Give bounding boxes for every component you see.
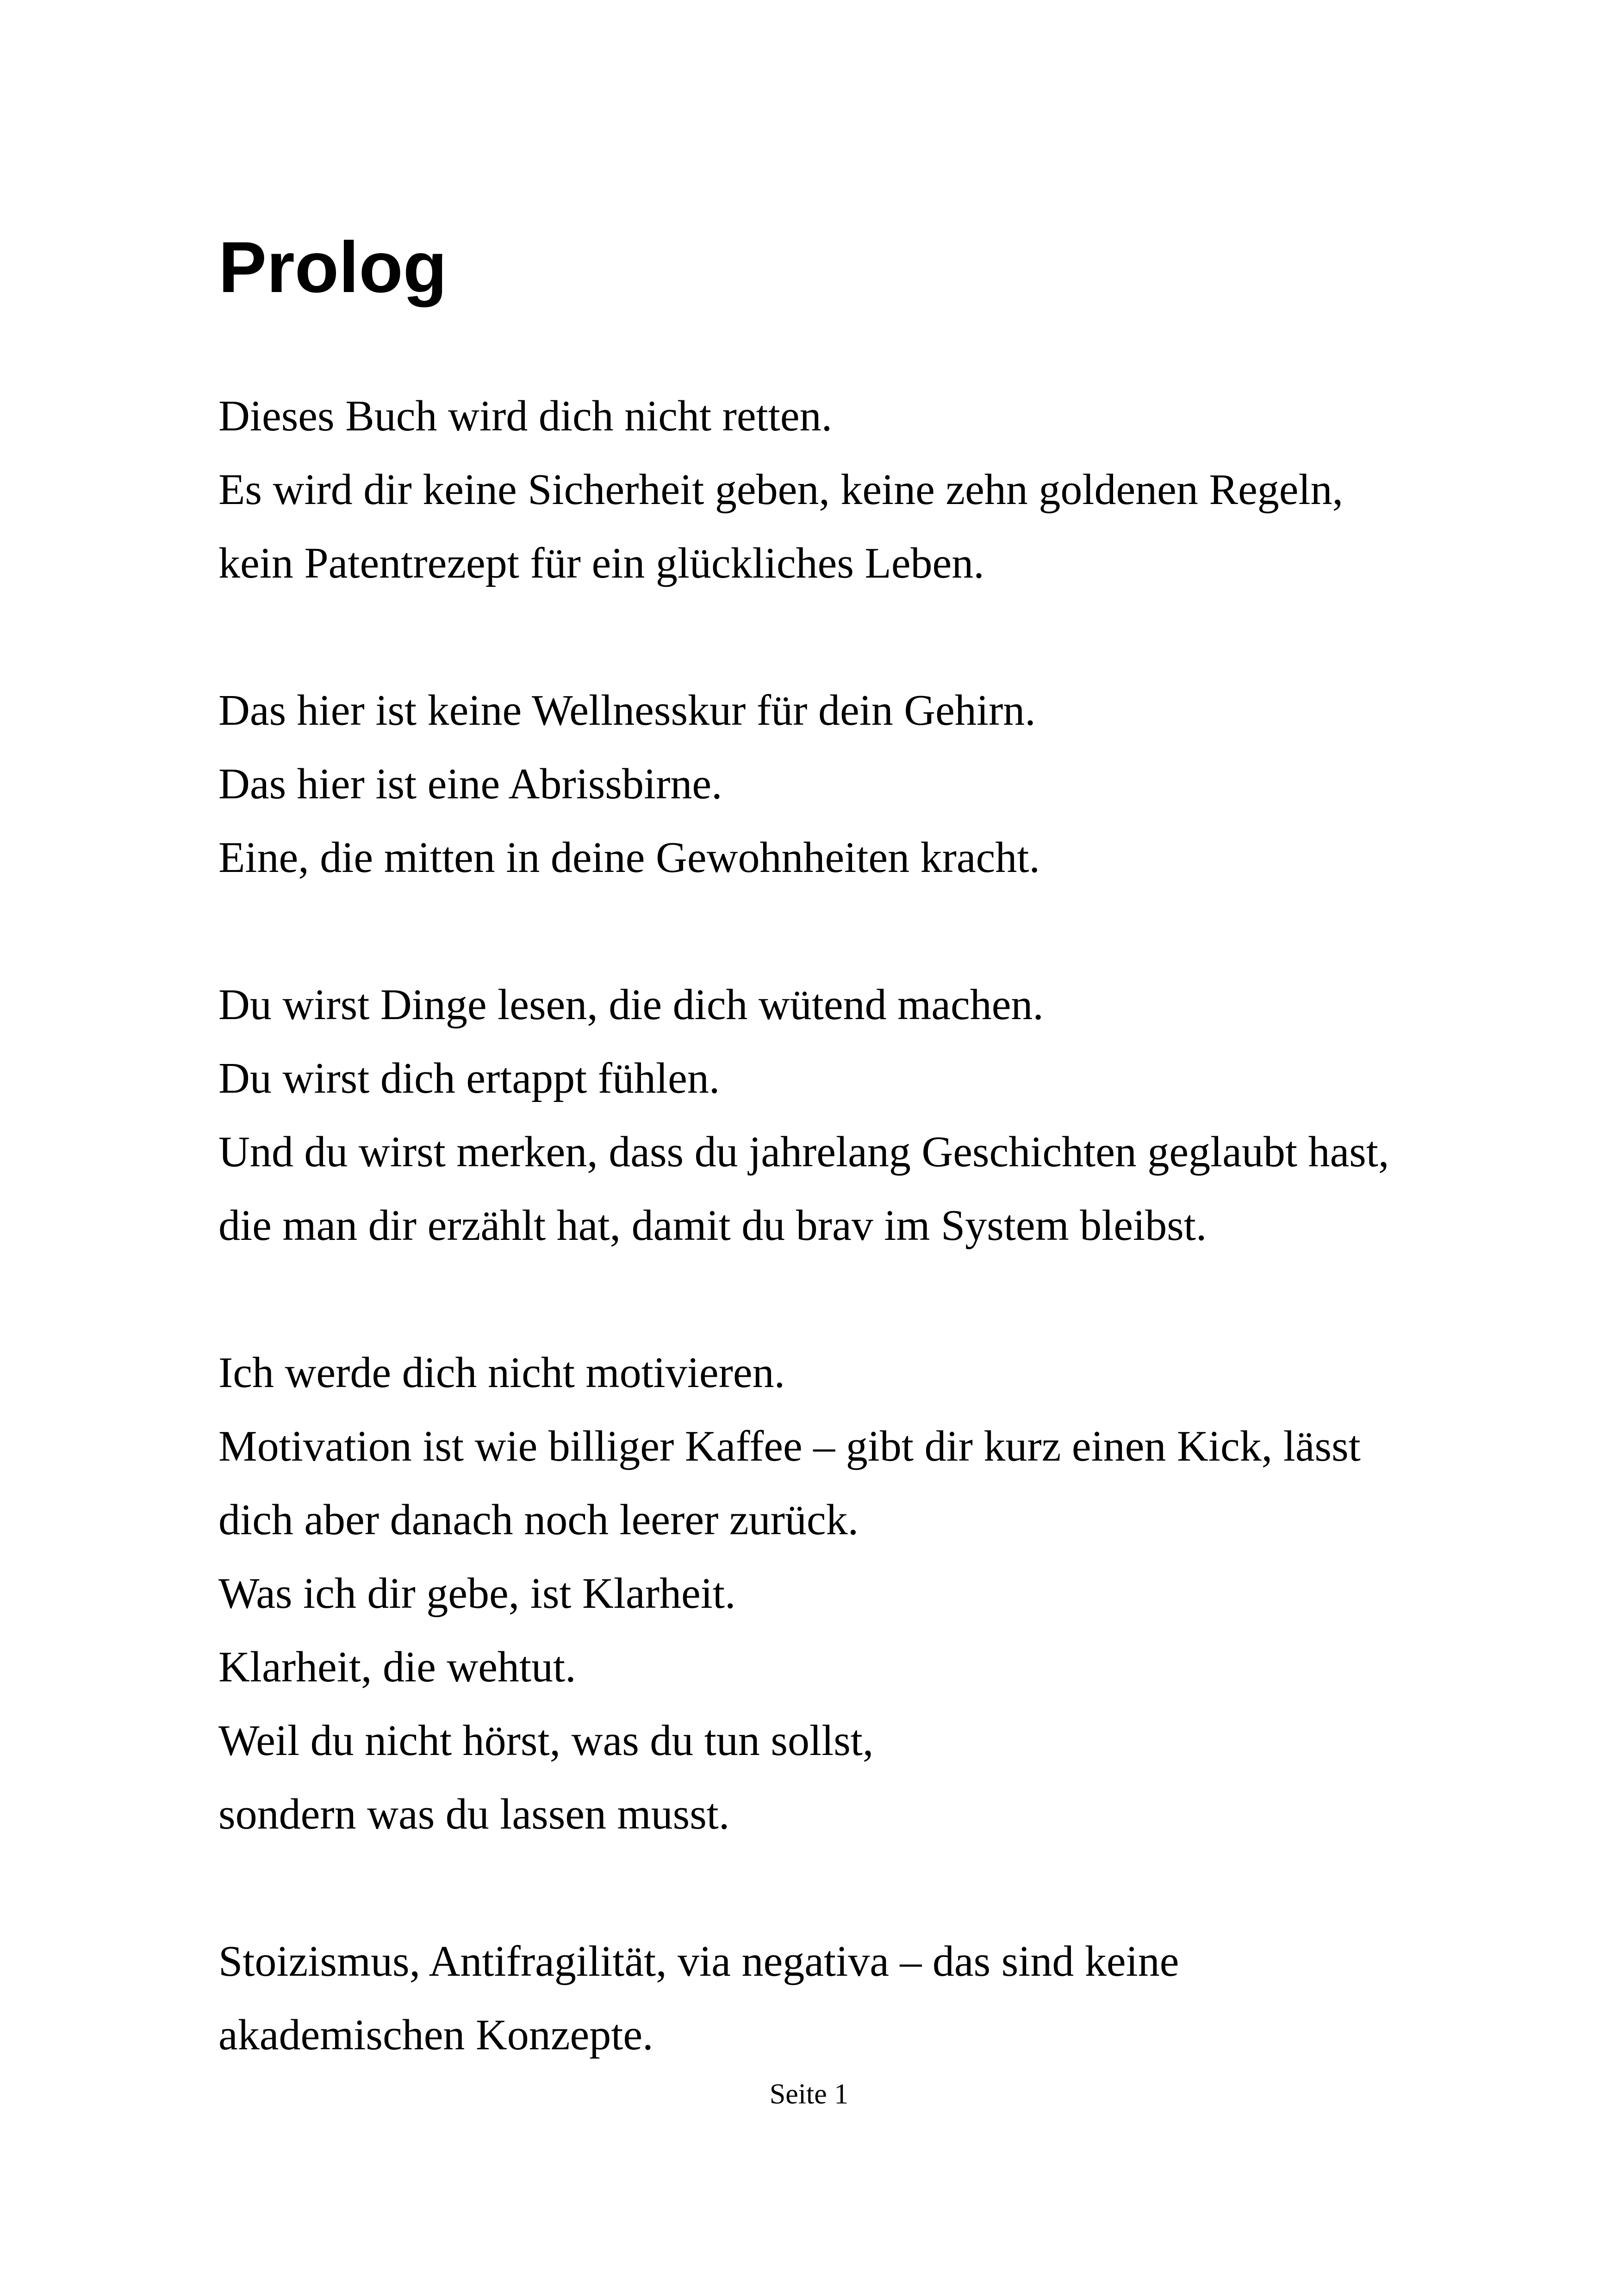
text-line: Du wirst dich ertappt fühlen. (218, 1054, 720, 1102)
text-line: akademischen Konzepte. (218, 2011, 653, 2059)
text-line: Was ich dir gebe, ist Klarheit. (218, 1569, 736, 1618)
text-line: Dieses Buch wird dich nicht retten. (218, 392, 833, 440)
text-line: sondern was du lassen musst. (218, 1790, 730, 1838)
text-line: Eine, die mitten in deine Gewohnheiten kracht. (218, 834, 1040, 882)
text-line: Weil du nicht hörst, was du tun sollst, (218, 1717, 874, 1765)
text-line: Es wird dir keine Sicherheit geben, keine zehn goldenen Regeln, (218, 466, 1344, 514)
paragraph (218, 1336, 1422, 1851)
prolog-body (218, 380, 1422, 2072)
text-line: Motivation ist wie billiger Kaffee – gibt dir kurz einen Kick, lässt (218, 1422, 1361, 1470)
text-line: Stoizismus, Antifragilität, via negativa – das sind keine (218, 1937, 1179, 1985)
text-line: Ich werde dich nicht motivieren. (218, 1349, 785, 1397)
chapter-title: Prolog (218, 227, 447, 308)
paragraph (218, 1925, 1422, 2072)
text-line: Das hier ist keine Wellnesskur für dein Gehirn. (218, 686, 1036, 734)
page-number: Seite 1 (769, 2078, 849, 2110)
paragraph (218, 968, 1422, 1263)
text-line: dich aber danach noch leerer zurück. (218, 1496, 859, 1544)
text-line: die man dir erzählt hat, damit du brav im System bleibst. (218, 1201, 1207, 1250)
paragraph (218, 380, 1422, 600)
text-line: Das hier ist eine Abrissbirne. (218, 760, 722, 808)
text-line: Klarheit, die wehtut. (218, 1643, 576, 1691)
text-line: kein Patentrezept für ein glückliches Leben. (218, 539, 984, 587)
text-line: Du wirst Dinge lesen, die dich wütend machen. (218, 981, 1044, 1029)
text-line: Und du wirst merken, dass du jahrelang Geschichten geglaubt hast, (218, 1128, 1389, 1176)
paragraph (218, 674, 1422, 895)
